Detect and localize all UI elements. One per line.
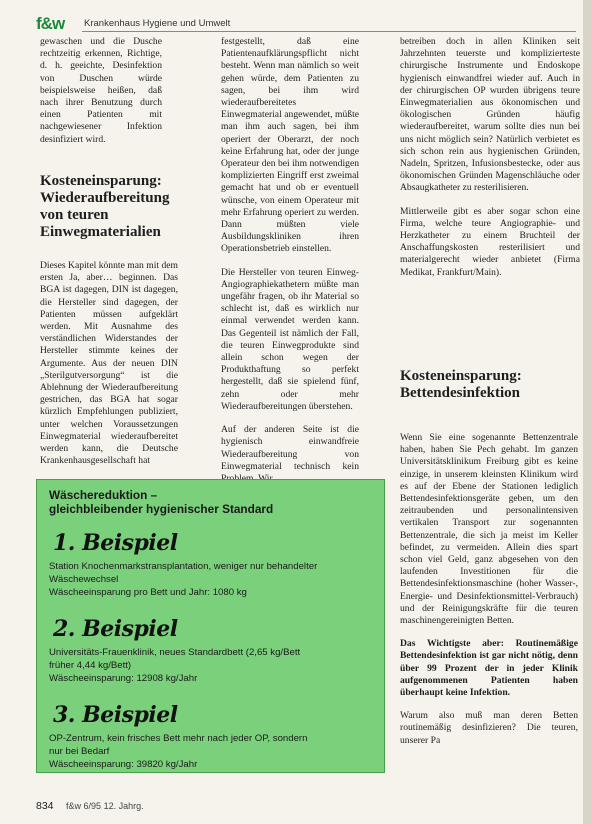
example-2-line-3: Wäscheeinsparung: 12908 kg/Jahr bbox=[49, 673, 198, 684]
col3-paragraph-2: Mittlerweile gibt es aber sogar schon eine Firma, welche teure Angiographie- und Herzkatheter zu einem Bruchteil der Anschaffungskosten resterilisiert und materialgerecht wieder anbietet (Firma Medikat, Frankfurt/Main). bbox=[400, 205, 580, 278]
section-heading-bed-disinfection: Kosteneinsparung: Bettendesinfektion bbox=[400, 368, 522, 401]
example-1-heading: 1. Beispiel bbox=[53, 530, 178, 556]
issue-info: f&w 6/95 12. Jahrg. bbox=[66, 801, 144, 811]
page-footer bbox=[36, 800, 144, 812]
example-2-body bbox=[49, 646, 369, 685]
page-header bbox=[36, 14, 576, 36]
box-title: Wäschereduktion – gleichbleibender hygienischer Standard bbox=[49, 488, 274, 516]
journal-logo: f&w bbox=[36, 14, 65, 33]
example-3-heading: 3. Beispiel bbox=[53, 702, 178, 728]
example-3-line-1: OP-Zentrum, kein frisches Bett mehr nach jeder OP, sondern bbox=[49, 733, 308, 744]
col1-intro-paragraph: gewaschen und die Dusche rechtzeitig erkennen, Richtige, d. h. geeichte, Desinfektion von Duschen würde beispielsweise heißen, daß nach ihrer Benutzung durch einen Patienten mit nachgewiesener Infektion desinfiziert wird. bbox=[40, 36, 162, 145]
example-2-line-2: früher 4,44 kg/Bett) bbox=[49, 660, 132, 671]
col1-body-paragraph: Dieses Kapitel könnte man mit dem ersten Ja, aber… beginnen. Das BGA ist dagegen, DIN ist dagegen, die Hersteller sind dagegen, der Patienten müssen aufgeklärt werden. Mit Ausnahme des verständlichen Widerstandes der Hersteller stimmte keines der Argumente. Aus der neuen DIN „Sterilgutversorgung“ ist die Ablehnung der Wiederaufbereitung gestrichen, das BGA hat sogar kürzlich Empfehlungen publiziert, unter welchen Voraussetzungen Einwegmaterial wiederaufbereitet werden kann, die Deutsche Krankenhausgesellschaft hat bbox=[40, 260, 178, 467]
example-3-line-3: Wäscheeinsparung: 39820 kg/Jahr bbox=[49, 759, 198, 770]
example-1-line-3: Wäscheeinsparung pro Bett und Jahr: 1080 kg bbox=[49, 587, 247, 598]
header-rule bbox=[82, 31, 576, 32]
running-header-title: Krankenhaus Hygiene und Umwelt bbox=[84, 18, 231, 29]
section-heading-reprocessing: Kosteneinsparung: Wiederaufbereitung von teuren Einwegmaterialien bbox=[40, 173, 170, 240]
column-2 bbox=[221, 36, 359, 496]
example-1-body bbox=[49, 560, 369, 599]
col3-paragraph-1: betreiben doch in allen Kliniken seit Jahrzehnten teuerste und komplizierteste chirurgische Instrumente und Endoskope hygienisch einwandfrei wieder auf. Auch in der chirurgischen OP wurden übrigens teure Einwegmaterialien aus ökonomischen und ökologischen Gründen häufig wiederaufbereitet, warum sollte dies nun bei uns nicht möglich sein? Natürlich verbietet es sich schon rein aus hygienischen Gründen, Nadeln, Spritzen, Infusionsbestecke, oder aus ökonomischen Gründen Magenschläuche oder Absaugkatheter zu resterilisieren. bbox=[400, 36, 580, 194]
example-1-line-2: Wäschewechsel bbox=[49, 574, 119, 585]
example-1-line-1: Station Knochenmarkstransplantation, weniger nur behandelter bbox=[49, 561, 318, 572]
example-2-line-1: Universitäts-Frauenklinik, neues Standardbett (2,65 kg/Bett bbox=[49, 647, 301, 658]
column-1-top bbox=[40, 36, 162, 157]
column-3-body bbox=[400, 432, 578, 758]
column-3-top bbox=[400, 36, 580, 290]
col2-paragraph-3: Auf der anderen Seite ist die hygienisch einwandfreie Wiederaufbereitung von Einwegmaterial technisch kein bbox=[221, 424, 359, 472]
example-3-line-2: nur bei Bedarf bbox=[49, 746, 110, 757]
laundry-reduction-box bbox=[36, 479, 385, 773]
example-2-heading: 2. Beispiel bbox=[53, 616, 178, 642]
col2-paragraph-2: Die Hersteller von teuren Einweg-Angiographiekathetern müßte man ungefähr fragen, ob ihr Material so schlecht ist, daß es wirklich nur einmal verwendet werden kann. Das Gegenteil ist nämlich der Fall, die teuren Einwegprodukte sind allein schon wegen der Produkthaftung so perfekt hergestellt, daß sie spielend fünf, zehn oder mehr Wiederaufbereitungen überstehen. bbox=[221, 266, 359, 412]
col3-bold-paragraph: Das Wichtigste aber: Routinemäßige Bettendesinfektion ist gar nicht nötig, denn über 99 Prozent der in jeder Klinik aufgenommenen Patienten haben überhaupt keine Infektion. bbox=[400, 638, 578, 699]
col3-body-paragraph: Wenn Sie eine sogenannte Bettenzentrale haben, haben Sie Pech gehabt. Im ganzen Universitätsklinikum Freiburg gibt es keine einzige, in unserem kleinsten Klinikum wird es auf der Ebene der Stationen lediglich Bettendesinfektionsgeräte geben, um den zeitraubenden und personalintensiven vertikalen Transport zur sogenannten Bettenzentrale, die sich ja meist im Keller befindet, zu vermeiden. Allein dies spart schon viel Geld, ganz abgesehen von den laufenden Investitionen für die Bettendesinfektionsmaschine (hoher Wasser-, Energie- und Desinfektionsmittel-Verbrauch) und der Reinigungskräfte für die teuren maschinengereinigten Betten. bbox=[400, 432, 578, 627]
column-1-body bbox=[40, 260, 178, 478]
page-number: 834 bbox=[36, 800, 54, 812]
example-3-body bbox=[49, 732, 369, 771]
col3-end-paragraph: Warum also muß man deren Betten routinemäßig desinfizieren? Die teuren, unserer Pa bbox=[400, 710, 578, 746]
col2-paragraph-1: festgestellt, daß eine Patientenaufklärungspflicht nicht besteht. Wenn man nämlich so weit gehen würde, dem Patienten zu sagen, bei ihm wird wiederaufbereitetes Einwegmaterial angewendet, müßte man ihm auch sagen, bei ihm operiert der Oberarzt, der noch keine Erfahrung hat, oder der junge Operateur den bei ihm notwendigen komplizierten Eingriff erst zweimal gemacht hat und ob er eventuell wünsche, von einem Operateur mit mehr Erfahrung operiert zu werden. Dann müßten viele Ausbildungskliniken ihren Operationsbetrieb einstellen. bbox=[221, 36, 359, 255]
page-edge-shadow bbox=[583, 0, 591, 824]
